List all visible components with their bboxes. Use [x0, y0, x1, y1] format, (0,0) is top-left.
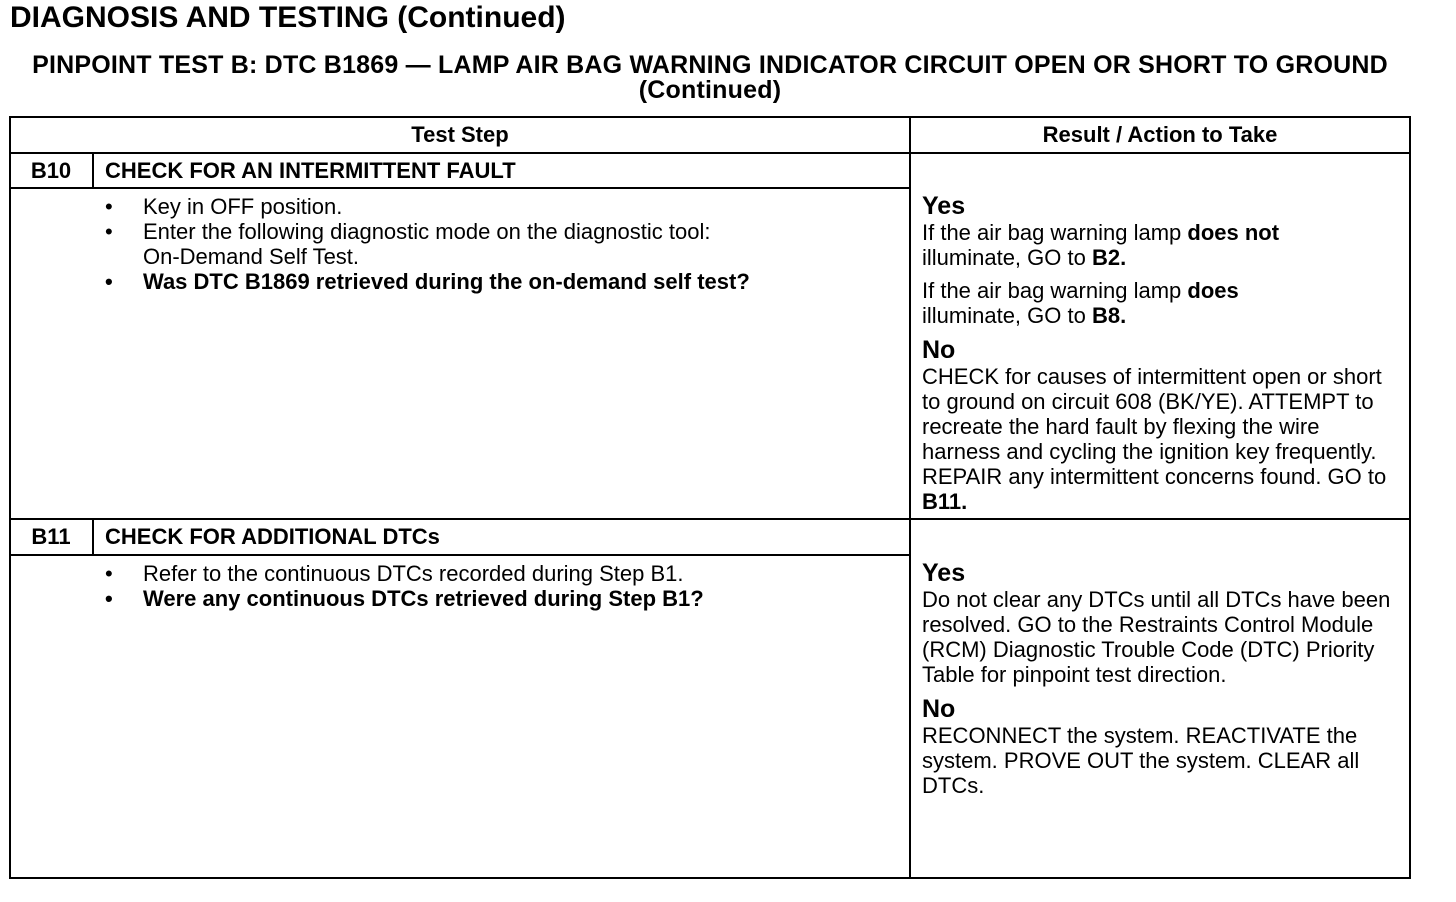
b10-title-rule	[9, 187, 911, 189]
bullet-icon: •	[105, 194, 113, 219]
b11-no-label: No	[922, 695, 956, 723]
step-title-b10: CHECK FOR AN INTERMITTENT FAULT	[105, 158, 516, 183]
b10-yes-case-2: If the air bag warning lamp does illuminate, GO to B8.	[922, 278, 1239, 328]
step-id-b10: B10	[30, 158, 72, 183]
column-divider	[909, 116, 911, 879]
list-item: • Key in OFF position.	[105, 194, 343, 219]
b10-no-label: No	[922, 336, 956, 364]
header-rule	[9, 152, 1411, 154]
b11-title-rule	[9, 554, 911, 556]
header-result-action: Result / Action to Take	[1042, 122, 1278, 147]
list-item: • Was DTC B1869 retrieved during the on-demand self test?	[105, 269, 750, 294]
bullet-icon: •	[105, 561, 113, 586]
b11-yes-label: Yes	[922, 559, 966, 587]
list-item: • Were any continuous DTCs retrieved during Step B1?	[105, 586, 704, 611]
b11-instructions	[105, 561, 704, 611]
page-title: DIAGNOSIS AND TESTING (Continued)	[10, 1, 566, 34]
b11-row-rule	[9, 518, 1411, 520]
pinpoint-test-title: PINPOINT TEST B: DTC B1869 — LAMP AIR BAG WARNING INDICATOR CIRCUIT OPEN OR SHORT TO GROUND (Continued)	[32, 51, 1388, 104]
bullet-icon: •	[105, 219, 113, 244]
step-title-b11: CHECK FOR ADDITIONAL DTCs	[105, 524, 440, 549]
b10-result	[922, 192, 1408, 514]
b10-yes-label: Yes	[922, 192, 966, 220]
b10-instructions	[105, 194, 750, 294]
header-test-step: Test Step	[411, 122, 509, 147]
b10-no-text: CHECK for causes of intermittent open or short to ground on circuit 608 (BK/YE). ATTEMPT to recreate the hard fault by flexing the wire harness and cycling the ignition key frequently. REPAIR any intermittent concerns found. GO to B11.	[922, 364, 1387, 514]
b11-yes-text: Do not clear any DTCs until all DTCs have been resolved. GO to the Restraints Control Module (RCM) Diagnostic Trouble Code (DTC) Priority Table for pinpoint test direction.	[922, 587, 1391, 687]
list-item: • Enter the following diagnostic mode on the diagnostic tool: On-Demand Self Test.	[105, 219, 711, 269]
b11-result	[922, 559, 1408, 798]
b10-yes-case-1: If the air bag warning lamp does not illuminate, GO to B2.	[922, 220, 1280, 270]
bullet-icon: •	[105, 586, 113, 611]
b10-id-divider	[92, 152, 94, 188]
list-item: • Refer to the continuous DTCs recorded during Step B1.	[105, 561, 684, 586]
b11-id-divider	[92, 518, 94, 555]
bullet-icon: •	[105, 269, 113, 294]
b11-no-text: RECONNECT the system. REACTIVATE the system. PROVE OUT the system. CLEAR all DTCs.	[922, 723, 1360, 798]
step-id-b11: B11	[31, 524, 71, 549]
